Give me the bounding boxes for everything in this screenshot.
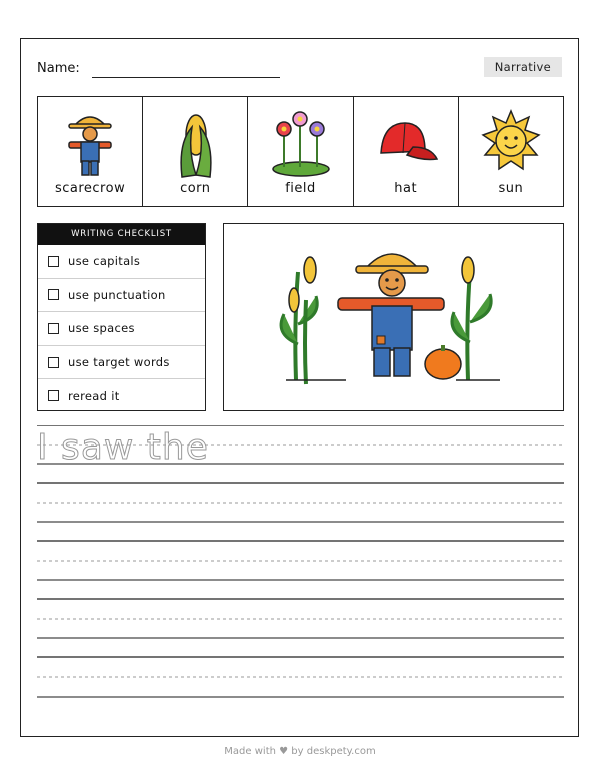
word-card-sun	[459, 97, 563, 206]
scarecrow-field-illustration	[224, 224, 563, 410]
cap-icon	[373, 107, 439, 179]
word-card-hat	[354, 97, 459, 206]
type-badge: Narrative	[484, 57, 562, 77]
checklist-item-label: use target words	[68, 355, 170, 370]
checklist-item-label: reread it	[68, 388, 120, 403]
checklist-item-label: use punctuation	[68, 287, 166, 302]
word-label: hat	[394, 181, 418, 196]
word-card-field	[248, 97, 353, 206]
checkbox[interactable]	[48, 289, 59, 300]
footer	[0, 746, 600, 757]
heart-icon: ♥	[279, 746, 289, 757]
checklist-item[interactable]	[38, 279, 205, 313]
trace-prompt: I saw the	[37, 427, 209, 468]
picture-prompt	[223, 223, 564, 411]
word-bank	[37, 96, 564, 207]
checkbox[interactable]	[48, 256, 59, 267]
checklist-item[interactable]	[38, 346, 205, 380]
word-label: field	[285, 181, 316, 196]
writing-area[interactable]	[37, 425, 564, 705]
scarecrow-icon	[61, 107, 119, 179]
corn-icon	[166, 107, 224, 179]
word-card-corn	[143, 97, 248, 206]
name-line[interactable]	[92, 77, 280, 78]
word-label: scarecrow	[54, 181, 126, 196]
name-label: Name:	[37, 61, 80, 76]
checklist-item-label: use capitals	[68, 254, 141, 269]
checklist-item[interactable]	[38, 245, 205, 279]
checklist-item[interactable]	[38, 379, 205, 412]
word-card-scarecrow	[38, 97, 143, 206]
checkbox[interactable]	[48, 323, 59, 334]
checklist-item[interactable]	[38, 312, 205, 346]
made-with-text: Made with	[224, 746, 276, 757]
worksheet	[20, 38, 579, 737]
word-label: sun	[498, 181, 524, 196]
flowers-icon	[270, 107, 332, 179]
checkbox[interactable]	[48, 357, 59, 368]
checklist-title: WRITING CHECKLIST	[38, 224, 205, 245]
sun-icon	[479, 107, 543, 179]
checklist-item-label: use spaces	[68, 321, 135, 336]
writing-checklist	[37, 223, 206, 411]
checkbox[interactable]	[48, 390, 59, 401]
footer-brand: by deskpety.com	[291, 746, 376, 757]
word-label: corn	[180, 181, 211, 196]
